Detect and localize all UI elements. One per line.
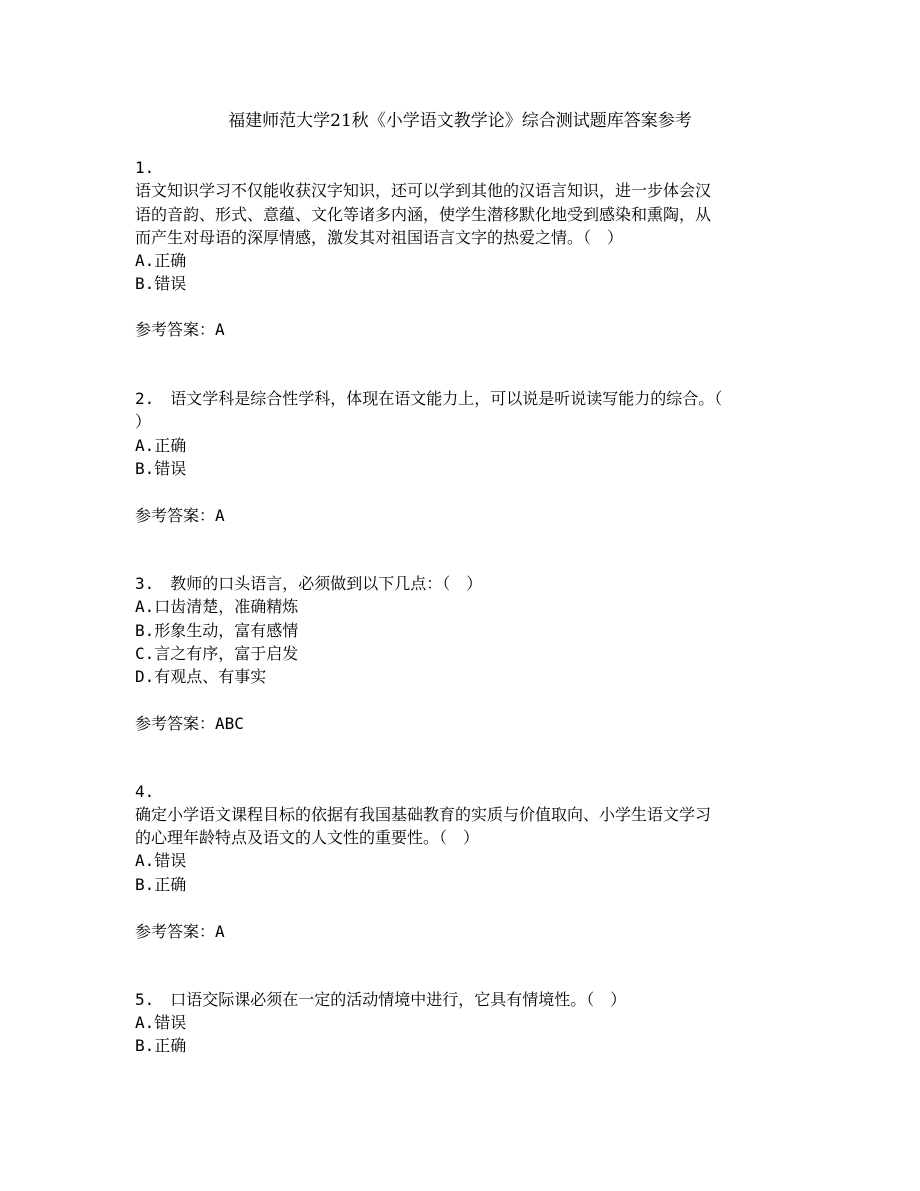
question-3-text-line-1: 3. 教师的口头语言，必须做到以下几点：（ ） (135, 574, 483, 593)
question-2-option-a: A.正确 (135, 436, 187, 455)
question-5-option-b: B.正确 (135, 1036, 187, 1055)
question-3-option-d: D.有观点、有事实 (135, 667, 267, 686)
question-1-number: 1. (135, 158, 155, 177)
question-5-text-line-1: 5. 口语交际课必须在一定的活动情境中进行，它具有情境性。（ ） (135, 990, 627, 1009)
question-4-number: 4. (135, 782, 155, 801)
question-2-text-line-1: 2. 语文学科是综合性学科，体现在语文能力上，可以说是听说读写能力的综合。（ (135, 389, 723, 408)
question-4-text-line-2: 的心理年龄特点及语文的人文性的重要性。（ ） (135, 828, 480, 847)
question-2-text-line-2: ） (135, 412, 152, 431)
question-2-answer: 参考答案：A (135, 506, 225, 525)
question-1-option-a: A.正确 (135, 251, 187, 270)
document-title: 福建师范大学21秋《小学语文教学论》综合测试题库答案参考 (228, 111, 692, 131)
question-3-answer: 参考答案：ABC (135, 714, 244, 733)
question-4-option-b: B.正确 (135, 875, 187, 894)
question-3-option-c: C.言之有序，富于启发 (135, 644, 299, 663)
question-3-option-b: B.形象生动，富有感情 (135, 621, 299, 640)
question-1-text-line-3: 而产生对母语的深厚情感，激发其对祖国语言文字的热爱之情。（ ） (135, 228, 624, 247)
question-1-answer: 参考答案：A (135, 320, 225, 339)
question-1-text-line-1: 语文知识学习不仅能收获汉字知识，还可以学到其他的汉语言知识，进一步体会汉 (135, 181, 712, 200)
question-1-option-b: B.错误 (135, 274, 187, 293)
question-4-option-a: A.错误 (135, 851, 187, 870)
question-4-answer: 参考答案：A (135, 922, 225, 941)
question-1-text-line-2: 语的音韵、形式、意蕴、文化等诸多内涵，使学生潜移默化地受到感染和熏陶，从 (135, 205, 712, 224)
question-3-option-a: A.口齿清楚，准确精炼 (135, 597, 299, 616)
question-4-text-line-1: 确定小学语文课程目标的依据有我国基础教育的实质与价值取向、小学生语文学习 (135, 805, 712, 824)
question-2-option-b: B.错误 (135, 459, 187, 478)
question-5-option-a: A.错误 (135, 1013, 187, 1032)
